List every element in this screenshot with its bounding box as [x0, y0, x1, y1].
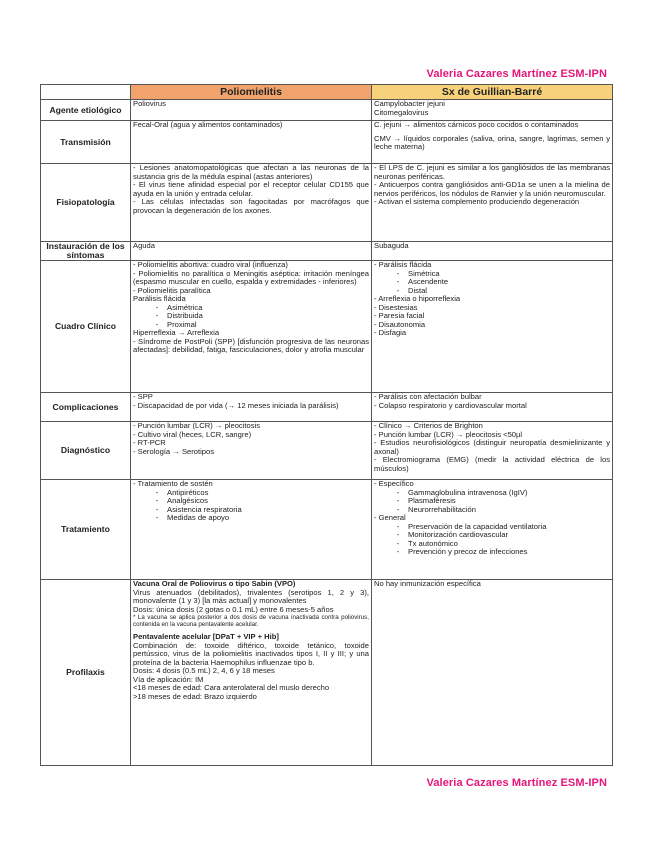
text-line: Citomegalovirus	[374, 107, 429, 117]
author-signature: Valeria Cazares Martínez ESM-IPN	[426, 68, 607, 80]
list-item: - Asistencia respiratoria	[133, 506, 369, 515]
list-item: - Ascendente	[374, 278, 610, 287]
cell-transmision-gb	[372, 121, 613, 164]
cell-fisiopatologia-polio	[131, 164, 372, 242]
text-line: - Cultivo viral (heces, LCR, sangre)	[133, 429, 252, 439]
text-line: Virus atenuados (debilitados), trivalentes (serotipos 1, 2 y 3), monovalente (1 y 3) [la más actual] y monovalentes	[133, 587, 369, 605]
text-line: - El LPS de C. jejuni es similar a los gangliósidos de las membranas neuronas periféricas.	[374, 163, 610, 181]
text-line: - Anticuerpos contra gangliósidos anti-GD1a se unen a la mielina de nervios periféricos, los nódulos de Ranvier y la unión neuromuscular.	[374, 180, 610, 198]
text-line: Vía de aplicación: IM	[133, 674, 204, 684]
text-line: - Punción lumbar (LCR) → pleocitosis	[133, 421, 261, 430]
cell-cuadro-polio	[131, 261, 372, 393]
text-line: - Poliomielitis abortiva: cuadro viral (influenza)	[133, 260, 288, 269]
text-line: - Serología → Serotipos	[133, 446, 215, 456]
text-line: - Poliomielitis paralítica	[133, 285, 211, 295]
text-line: Aguda	[133, 241, 155, 250]
cell-tratamiento-gb	[372, 480, 613, 580]
text-line: >18 meses de edad: Brazo izquierdo	[133, 691, 257, 701]
text-line: - El virus tiene afinidad especial por el receptor celular CD155 que ayuda en la unión y entrada celular.	[133, 180, 369, 198]
cell-diagnostico-polio	[131, 422, 372, 480]
text-line: - Activan el sistema complemento produciendo degeneración	[374, 197, 580, 206]
row-label-profilaxis: Profilaxis	[41, 580, 131, 766]
vaccine-title: Vacuna Oral de Poliovirus o tipo Sabin (VPO)	[133, 579, 296, 588]
row-label-diagnostico: Diagnóstico	[41, 422, 131, 480]
row-tratamiento	[41, 480, 613, 580]
text-line: - Poliomielitis no paralítica o Meningitis aséptica: irritación meníngea (espasmo muscular en cuello, espalda y extremidades - inferiores)	[133, 268, 369, 286]
list-item: - Gammaglobulina intravenosa (IgIV)	[374, 489, 610, 498]
list-item: - Preservación de la capacidad ventilatoria	[374, 523, 610, 532]
cell-transmision-polio	[131, 121, 372, 164]
text-line: - Parálisis con afectación bulbar	[374, 392, 482, 401]
list-item: - Analgésicos	[133, 497, 369, 506]
list-item: - Prevención y precoz de infecciones	[374, 548, 610, 557]
row-diagnostico	[41, 422, 613, 480]
text-line: - SPP	[133, 392, 153, 401]
row-complicaciones	[41, 393, 613, 422]
text-line: - Paresia facial	[374, 311, 425, 320]
text-line: - Discapacidad de por vida (→ 12 meses iniciada la parálisis)	[133, 400, 339, 410]
list-item: - Plasmaféresis	[374, 497, 610, 506]
text-line: - General	[374, 513, 406, 522]
vaccine-title: Pentavalente acelular [DPaT + VIP + Hib]	[133, 632, 279, 641]
text-line: - Arreflexia o hiporreflexia	[374, 294, 461, 303]
text-line: Campylobacter jejuni	[374, 99, 445, 108]
text-line: - Síndrome de PostPoli (SPP) [disfunción progresiva de las neuronas afectadas]: debilidad, fatiga, fasciculaciones, dolor y atrofia muscular	[133, 336, 369, 354]
text-line: - Punción lumbar (LCR) → pleocitosis <50µl	[374, 429, 523, 439]
row-label-transmision: Transmisión	[41, 121, 131, 164]
text-line: - Tratamiento de sostén	[133, 479, 213, 488]
vaccine-note: * La vacuna se aplica posterior a dos dosis de vacuna inactivada contra poliovirus, contenida en la vacuna pentavalente acelular.	[133, 614, 369, 628]
list-item: - Distal	[374, 287, 610, 296]
header-guillain-barre: Sx de Guillian-Barré	[372, 85, 613, 100]
text-line: <18 meses de edad: Cara anterolateral del muslo derecho	[133, 683, 330, 692]
row-label-tratamiento: Tratamiento	[41, 480, 131, 580]
header-poliomielitis: Poliomielitis	[131, 85, 372, 100]
row-cuadro-clinico	[41, 261, 613, 393]
cell-fisiopatologia-gb	[372, 164, 613, 242]
list-item: - Tx autonómico	[374, 540, 610, 549]
cell-diagnostico-gb	[372, 422, 613, 480]
row-label-fisiopatologia: Fisiopatología	[41, 164, 131, 242]
row-label-instauracion: Instauración de los síntomas	[41, 242, 131, 261]
text-line: - Disfagia	[374, 328, 407, 337]
text-line: - Disautonomia	[374, 319, 426, 329]
text-line: Subaguda	[374, 241, 409, 250]
row-agente	[41, 100, 613, 121]
row-label-cuadro: Cuadro Clínico	[41, 261, 131, 393]
list-item: - Medidas de apoyo	[133, 514, 369, 523]
cell-complicaciones-gb	[372, 393, 613, 422]
text-line: Dosis: única dosis (2 gotas o 0.1 mL) entre 6 meses-5 años	[133, 604, 334, 614]
text-line: - Específico	[374, 479, 414, 488]
list-item: - Antipiréticos	[133, 489, 369, 498]
text-line: - RT-PCR	[133, 438, 166, 447]
row-label-complicaciones: Complicaciones	[41, 393, 131, 422]
text-line: Poliovirus	[133, 99, 166, 108]
cell-profilaxis-polio	[131, 580, 372, 766]
text-line: No hay inmunización específica	[374, 579, 481, 588]
list-item: - Monitorización cardiovascular	[374, 531, 610, 540]
row-label-agente: Agente etiológico	[41, 100, 131, 121]
text-line: Fecal-Oral (agua y alimentos contaminados)	[133, 120, 283, 129]
list-item: - Asimétrica	[133, 304, 369, 313]
text-line: Hiperreflexia → Arreflexia	[133, 328, 220, 337]
text-line: - Las células infectadas son fagocitadas por macrófagos que provocan la degeneración de los axones.	[133, 197, 369, 215]
list-item: - Neurorrehabilitación	[374, 506, 610, 515]
list-item: - Distribuida	[133, 312, 369, 321]
cell-instauracion-polio	[131, 242, 372, 261]
author-signature: Valeria Cazares Martínez ESM-IPN	[426, 777, 607, 789]
row-fisiopatologia	[41, 164, 613, 242]
header-blank-cell	[41, 85, 131, 100]
list-item: - Simétrica	[374, 270, 610, 279]
cell-cuadro-gb	[372, 261, 613, 393]
text-line: - Parálisis flácida	[374, 260, 432, 269]
text-line: - Estudios neurofisiológicos (distinguir neuropatía desmielinizante y axonal)	[374, 438, 610, 456]
text-line: - Electromiograma (EMG) (medir la actividad eléctrica de los músculos)	[374, 455, 610, 473]
cell-profilaxis-gb	[372, 580, 613, 766]
text-line: C. jejuni → alimentos cárnicos poco cocidos o contaminados	[374, 120, 579, 129]
cell-instauracion-gb	[372, 242, 613, 261]
row-instauracion	[41, 242, 613, 261]
text-line: - Colapso respiratorio y cardiovascular mortal	[374, 400, 527, 410]
cell-agente-polio	[131, 100, 372, 121]
row-transmision	[41, 121, 613, 164]
comparison-table	[40, 84, 613, 766]
table-header-row	[41, 85, 613, 100]
text-line: Combinación de: toxoide diftérico, toxoide tetánico, toxoide pertússico, virus de la poliomielitis inactivados tipos I, II y III; y una proteína de la bacteria Haemophilus influenzae tipo b.	[133, 640, 369, 667]
cell-tratamiento-polio	[131, 480, 372, 580]
cell-agente-gb	[372, 100, 613, 121]
row-profilaxis	[41, 580, 613, 766]
text-line: Parálisis flácida	[133, 294, 186, 303]
text-line: - Disestesias	[374, 302, 418, 312]
text-line: - Clínico → Criterios de Brighton	[374, 421, 483, 430]
list-item: - Proximal	[133, 321, 369, 330]
text-line: - Lesiones anatomopatológicas que afectan a las neuronas de la sustancia gris de la médula espinal (astas anteriores)	[133, 163, 369, 181]
text-line: CMV → líquidos corporales (saliva, orina, sangre, lagrimas, semen y leche materna)	[374, 133, 610, 151]
text-line: Dosis: 4 dosis (0.5 mL) 2, 4, 6 y 18 meses	[133, 666, 275, 675]
cell-complicaciones-polio	[131, 393, 372, 422]
